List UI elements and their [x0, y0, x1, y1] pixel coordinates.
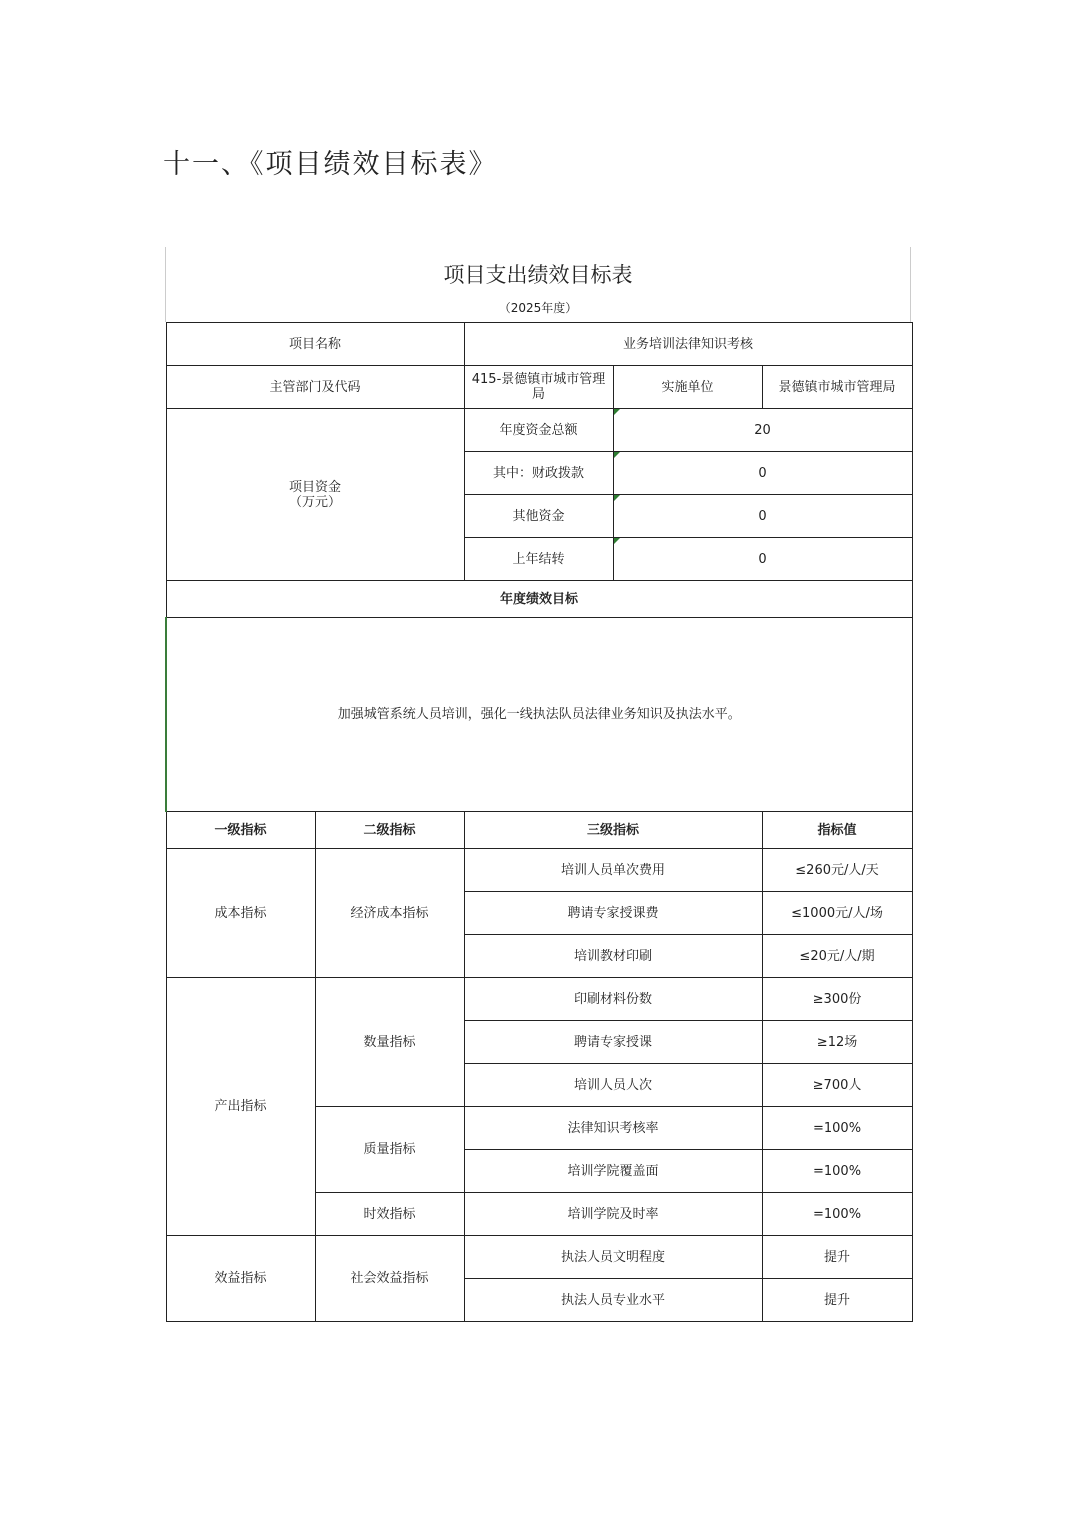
fund-label: 上年结转: [464, 538, 613, 581]
value-cell: ≤1000元/人/场: [762, 892, 912, 935]
table-title: 项目支出绩效目标表: [443, 263, 633, 287]
l3-cell: 培训人员人次: [464, 1064, 762, 1107]
fund-value: 20: [613, 409, 912, 452]
header-l2: 二级指标: [315, 812, 464, 849]
l2-cell: 数量指标: [315, 978, 464, 1107]
project-name: 业务培训法律知识考核: [464, 323, 912, 366]
funds-label: [166, 409, 464, 581]
l3-cell: 执法人员专业水平: [464, 1279, 762, 1322]
l3-cell: 执法人员文明程度: [464, 1236, 762, 1279]
l1-cell: 效益指标: [166, 1236, 315, 1322]
impl: 景德镇市城市管理局: [762, 366, 912, 409]
l1-cell: 产出指标: [166, 978, 315, 1236]
l3-cell: 培训人员单次费用: [464, 849, 762, 892]
l1-cell: 成本指标: [166, 849, 315, 978]
goal-text: 加强城管系统人员培训，强化一线执法队员法律业务知识及执法水平。: [166, 618, 912, 812]
l3-cell: 法律知识考核率: [464, 1107, 762, 1150]
fund-label: 其中：财政拨款: [464, 452, 613, 495]
l2-cell: 时效指标: [315, 1193, 464, 1236]
funds-unit: （万元）: [289, 494, 342, 510]
project-name-label: 项目名称: [166, 323, 464, 366]
value-cell: =100%: [762, 1193, 912, 1236]
fund-value: 0: [613, 495, 912, 538]
fund-value: 0: [613, 538, 912, 581]
l2-cell: 质量指标: [315, 1107, 464, 1193]
value-cell: ≥700人: [762, 1064, 912, 1107]
dept: 415-景德镇市城市管理局: [464, 366, 613, 409]
header-l1: 一级指标: [166, 812, 315, 849]
impl-label: 实施单位: [613, 366, 762, 409]
l2-cell: 经济成本指标: [315, 849, 464, 978]
dept-label: 主管部门及代码: [166, 366, 464, 409]
value-cell: 提升: [762, 1236, 912, 1279]
fund-label: 年度资金总额: [464, 409, 613, 452]
goal-label: 年度绩效目标: [166, 581, 912, 618]
value-cell: =100%: [762, 1107, 912, 1150]
table-year: （2025年度）: [498, 301, 578, 315]
header-value: 指标值: [762, 812, 912, 849]
table-header: [165, 247, 911, 322]
value-cell: 提升: [762, 1279, 912, 1322]
l3-cell: 培训教材印刷: [464, 935, 762, 978]
value-cell: ≥12场: [762, 1021, 912, 1064]
l3-cell: 培训学院覆盖面: [464, 1150, 762, 1193]
l2-cell: 社会效益指标: [315, 1236, 464, 1322]
l3-cell: 培训学院及时率: [464, 1193, 762, 1236]
value-cell: ≥300份: [762, 978, 912, 1021]
value-cell: =100%: [762, 1150, 912, 1193]
section-heading: 十一、《项目绩效目标表》: [163, 149, 498, 180]
l3-cell: 印刷材料份数: [464, 978, 762, 1021]
fund-value: 0: [613, 452, 912, 495]
performance-table: [165, 247, 911, 1322]
fund-label: 其他资金: [464, 495, 613, 538]
funds-label-text: 项目资金: [289, 479, 342, 495]
l3-cell: 聘请专家授课费: [464, 892, 762, 935]
header-l3: 三级指标: [464, 812, 762, 849]
value-cell: ≤20元/人/期: [762, 935, 912, 978]
value-cell: ≤260元/人/天: [762, 849, 912, 892]
l3-cell: 聘请专家授课: [464, 1021, 762, 1064]
